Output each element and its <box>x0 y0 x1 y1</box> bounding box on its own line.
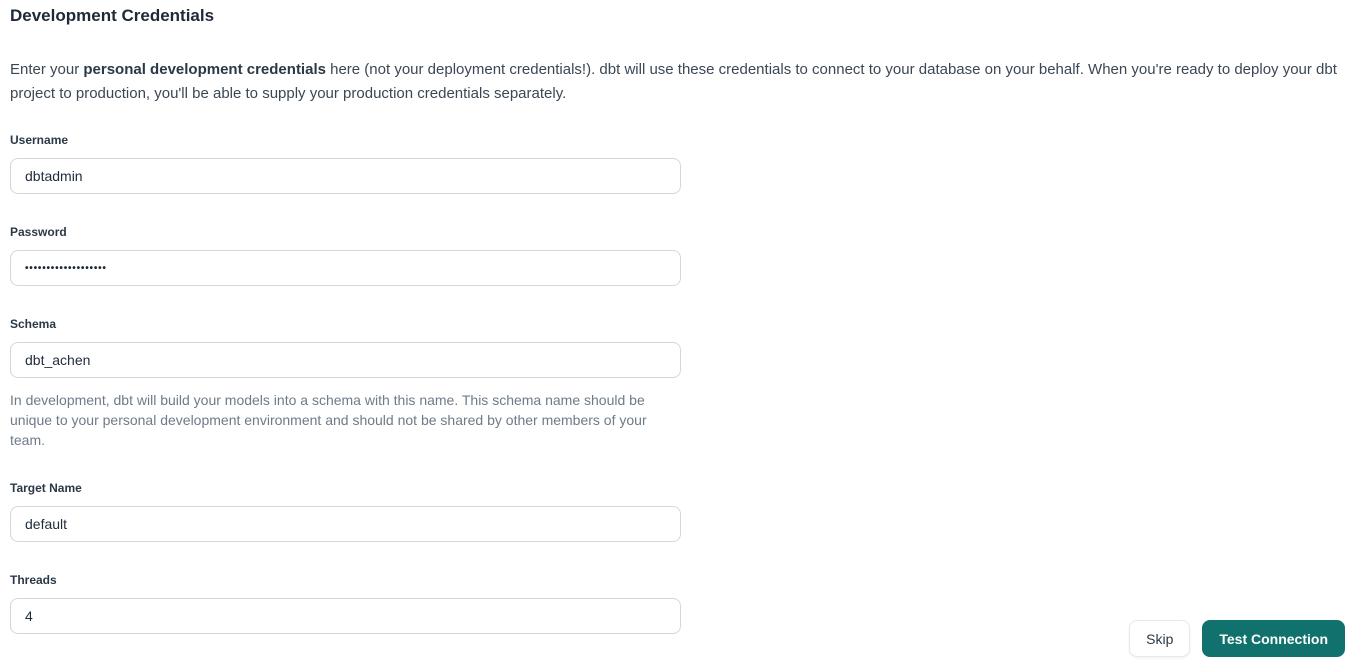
field-password <box>10 225 1340 286</box>
intro-text-suffix: here (not your deployment credentials!). dbt will use these credentials to connect to your database on your behalf. When you're ready to deploy your dbt project to production, you'll be able to supply your production credentials separately. <box>10 61 1337 102</box>
intro-text-bold: personal development credentials <box>83 61 326 78</box>
password-label: Password <box>10 225 67 239</box>
target-name-label: Target Name <box>10 481 82 495</box>
field-target-name <box>10 481 1340 542</box>
schema-label: Schema <box>10 317 57 331</box>
page-title: Development Credentials <box>10 6 215 25</box>
field-schema <box>10 317 1340 450</box>
threads-input[interactable] <box>10 598 681 634</box>
intro-text <box>10 58 1340 106</box>
skip-button[interactable]: Skip <box>1129 620 1190 657</box>
username-label: Username <box>10 133 69 147</box>
field-username <box>10 133 1340 194</box>
intro-text-prefix: Enter your <box>10 61 84 78</box>
credentials-form <box>10 133 1340 634</box>
form-actions <box>1129 620 1345 657</box>
password-input[interactable] <box>10 250 681 286</box>
schema-help-text: In development, dbt will build your models into a schema with this name. This schema name should be unique to your personal development environment and should not be shared by other members of your team. <box>10 392 647 448</box>
target-name-input[interactable] <box>10 506 681 542</box>
schema-input[interactable] <box>10 342 681 378</box>
threads-label: Threads <box>10 573 57 587</box>
test-connection-button[interactable]: Test Connection <box>1202 620 1345 657</box>
username-input[interactable] <box>10 158 681 194</box>
